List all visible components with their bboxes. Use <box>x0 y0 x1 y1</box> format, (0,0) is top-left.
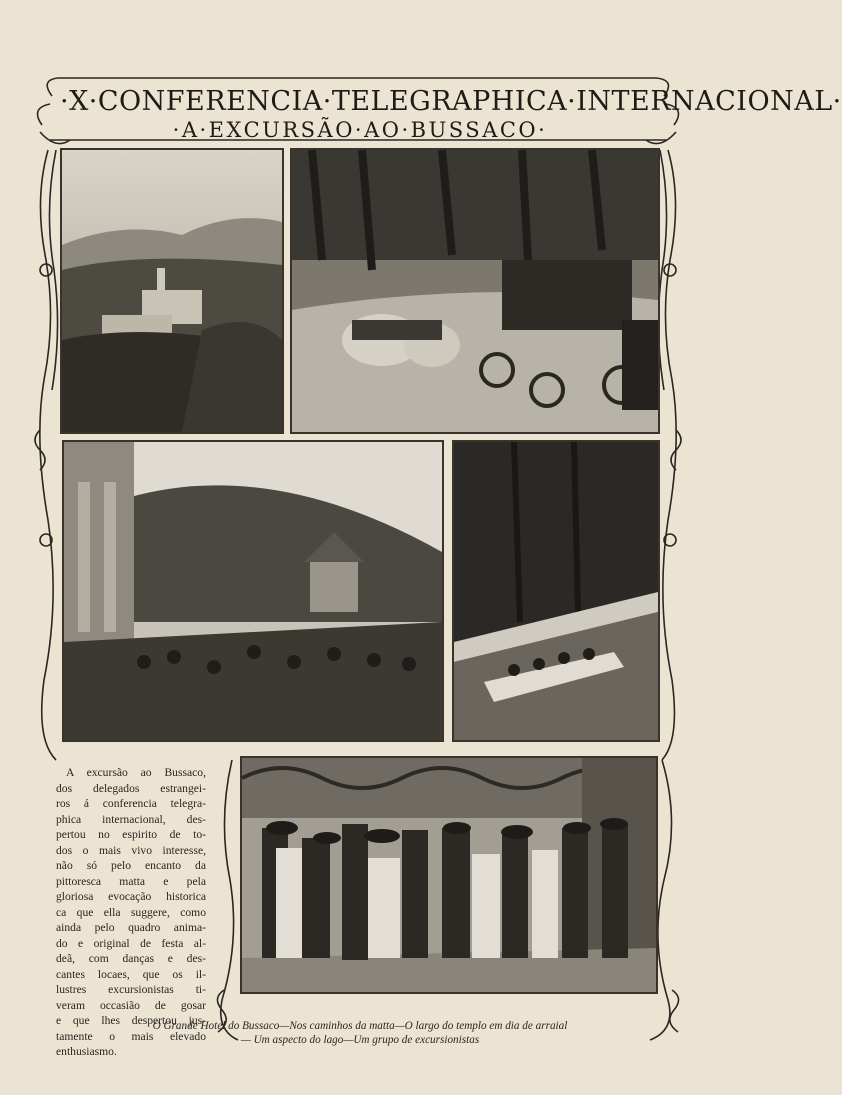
article-line: phica internacional, des- <box>56 812 206 826</box>
photo-aspecto-do-lago <box>452 440 660 742</box>
page-subtitle: ·A·EXCURSÃO·AO·BUSSACO· <box>172 118 548 142</box>
article-line: pittoresca matta e pela <box>56 874 206 888</box>
photo-caption-line-2: — Um aspecto do lago—Um grupo de excursionistas <box>240 1034 480 1046</box>
article-line: do e original de festa al- <box>56 936 206 950</box>
article-line: e que lhes despertou jus- <box>56 1014 206 1027</box>
photo-caminhos-da-matta <box>290 148 660 434</box>
photo-largo-do-templo <box>62 440 444 742</box>
article-line: ros á conferencia telegra- <box>56 797 206 810</box>
article-line: pertou no espirito de to- <box>56 828 206 841</box>
article-line: dos o mais vivo interesse, <box>56 843 206 857</box>
article-line: cantes locaes, que os il- <box>56 967 206 981</box>
article-line: deã, com danças e des- <box>56 952 206 965</box>
article-line: ainda pelo quadro anima- <box>56 921 206 934</box>
article-line: não só pelo encanto da <box>56 859 206 872</box>
page-title: ·X·CONFERENCIA·TELEGRAPHICA·INTERNACIONAL· <box>60 86 842 117</box>
photo-caption-line-1: O Grande Hotel do Bussaco—Nos caminhos da matta—O largo do templo em dia de arraial <box>152 1020 568 1032</box>
article-line: enthusiasmo. <box>56 1045 117 1058</box>
article-line: A excursão ao Bussaco, <box>66 766 206 779</box>
article-line: veram occasião de gosar <box>56 998 206 1012</box>
photo-grande-hotel <box>60 148 284 434</box>
photo-grupo-excursionistas <box>240 756 658 994</box>
article-text <box>56 765 206 1060</box>
article-line: dos delegados estrangei- <box>56 781 206 795</box>
article-line: ca que ella suggere, como <box>56 905 206 919</box>
article-line: tamente o mais elevado <box>56 1029 206 1043</box>
article-line: lustres excursionistas ti- <box>56 983 206 996</box>
article-line: gloriosa evocação historica <box>56 890 206 903</box>
